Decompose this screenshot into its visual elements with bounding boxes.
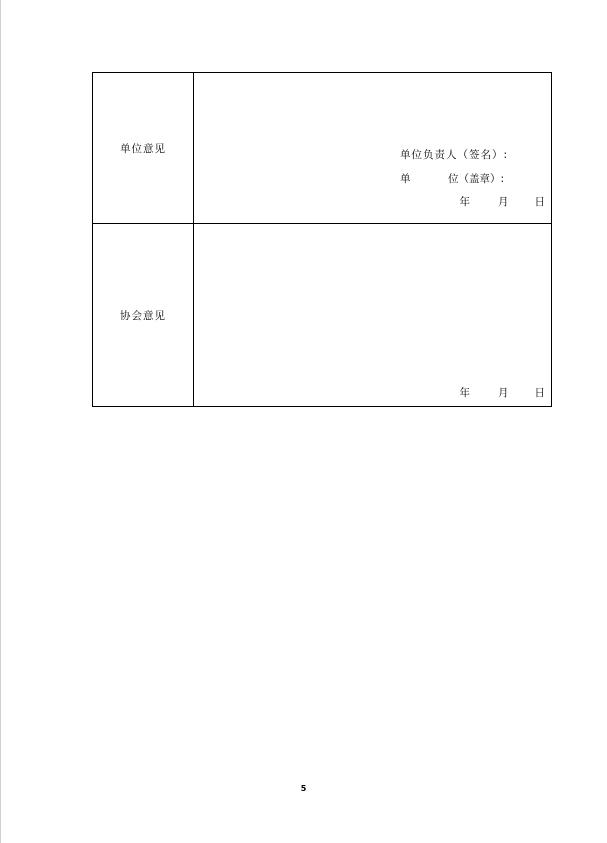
page-number: 5: [300, 784, 307, 793]
unit-opinion-row: [93, 73, 552, 224]
opinion-form-table: [92, 72, 552, 407]
unit-seal-label-right: 位（盖章）:: [448, 173, 505, 185]
unit-seal-label-left: 单: [400, 173, 411, 185]
unit-date-month: 月: [498, 196, 509, 208]
unit-opinion-label: 单位意见: [93, 73, 194, 224]
association-opinion-content-cell: [194, 224, 552, 407]
page-edge-line: [0, 0, 1, 843]
association-date-day: 日: [534, 387, 545, 399]
association-date-month: 月: [498, 387, 509, 399]
unit-opinion-date: [460, 194, 546, 209]
association-opinion-label: 协会意见: [93, 224, 194, 407]
association-opinion-row: [93, 224, 552, 407]
unit-date-year: 年: [459, 196, 470, 208]
unit-date-day: 日: [534, 196, 545, 208]
association-date-year: 年: [459, 387, 470, 399]
unit-seal-label: [400, 171, 504, 186]
unit-opinion-content-cell: [194, 73, 552, 224]
association-opinion-date: [460, 385, 546, 400]
unit-head-signature-label: 单位负责人（签名）:: [400, 149, 509, 161]
